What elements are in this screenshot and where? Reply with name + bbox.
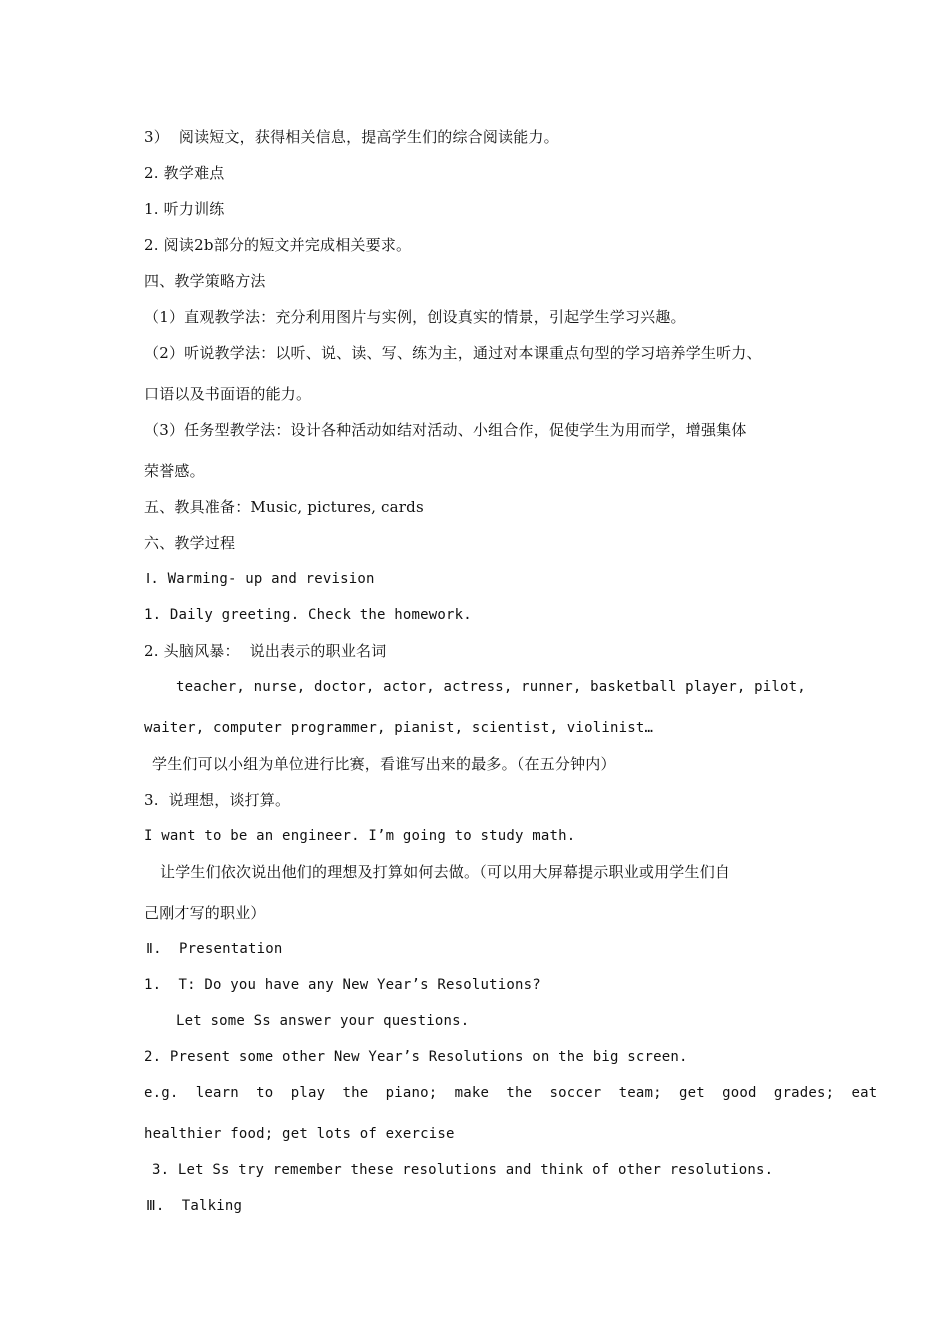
- instruction-line-2: 己刚才写的职业）: [144, 904, 266, 922]
- presentation-step-1-note: Let some Ss answer your questions.: [176, 1013, 470, 1029]
- job-list-line-1: teacher, nurse, doctor, actor, actress, runner, basketball player, pilot,: [176, 679, 806, 695]
- strategy-2-line-2: 口语以及书面语的能力。: [144, 385, 312, 403]
- group-competition-note: 学生们可以小组为单位进行比赛，看谁写出来的最多。（在五分钟内）: [152, 755, 616, 773]
- heading-teaching-process: 六、教学过程: [144, 534, 236, 552]
- job-list-line-2: waiter, computer programmer, pianist, scientist, violinist…: [144, 720, 654, 736]
- section-talking: Ⅲ. Talking: [146, 1198, 243, 1214]
- presentation-step-1: 1. T: Do you have any New Year’s Resolutions?: [144, 977, 541, 993]
- instruction-line-1: 让学生们依次说出他们的理想及打算如何去做。（可以用大屏幕提示职业或用学生们自: [160, 863, 731, 881]
- resolutions-example-line-1: e.g. learn to play the piano; make the soccer team; get good grades; eat: [144, 1085, 878, 1101]
- list-item-listening: 1. 听力训练: [144, 200, 225, 218]
- strategy-3-line-1: （3）任务型教学法：设计各种活动如结对活动、小组合作，促使学生为用而学，增强集体: [144, 421, 747, 439]
- section-warming-up: Ⅰ. Warming- up and revision: [146, 571, 375, 587]
- example-sentence: I want to be an engineer. I’m going to study math.: [144, 828, 576, 844]
- heading-teaching-difficulties: 2. 教学难点: [144, 164, 225, 182]
- strategy-1: （1）直观教学法：充分利用图片与实例，创设真实的情景，引起学生学习兴趣。: [144, 308, 686, 326]
- step-daily-greeting: 1. Daily greeting. Check the homework.: [144, 607, 472, 623]
- strategy-2-line-1: （2）听说教学法：以听、说、读、写、练为主，通过对本课重点句型的学习培养学生听力、: [144, 344, 762, 362]
- step-brainstorm: 2. 头脑风暴： 说出表示的职业名词: [144, 642, 387, 660]
- paragraph-objective-3: 3） 阅读短文，获得相关信息，提高学生们的综合阅读能力。: [144, 128, 559, 146]
- presentation-step-3: 3. Let Ss try remember these resolutions and think of other resolutions.: [152, 1162, 774, 1178]
- presentation-step-2: 2. Present some other New Year’s Resolutions on the big screen.: [144, 1049, 688, 1065]
- heading-teaching-strategies: 四、教学策略方法: [144, 272, 266, 290]
- heading-teaching-aids: 五、教具准备：Music, pictures, cards: [144, 498, 424, 516]
- step-talk-about-dreams: 3. 说理想，谈打算。: [144, 791, 291, 809]
- resolutions-example-line-2: healthier food; get lots of exercise: [144, 1126, 455, 1142]
- strategy-3-line-2: 荣誉感。: [144, 462, 205, 480]
- list-item-reading: 2. 阅读2b部分的短文并完成相关要求。: [144, 236, 412, 254]
- section-presentation: Ⅱ. Presentation: [146, 941, 283, 957]
